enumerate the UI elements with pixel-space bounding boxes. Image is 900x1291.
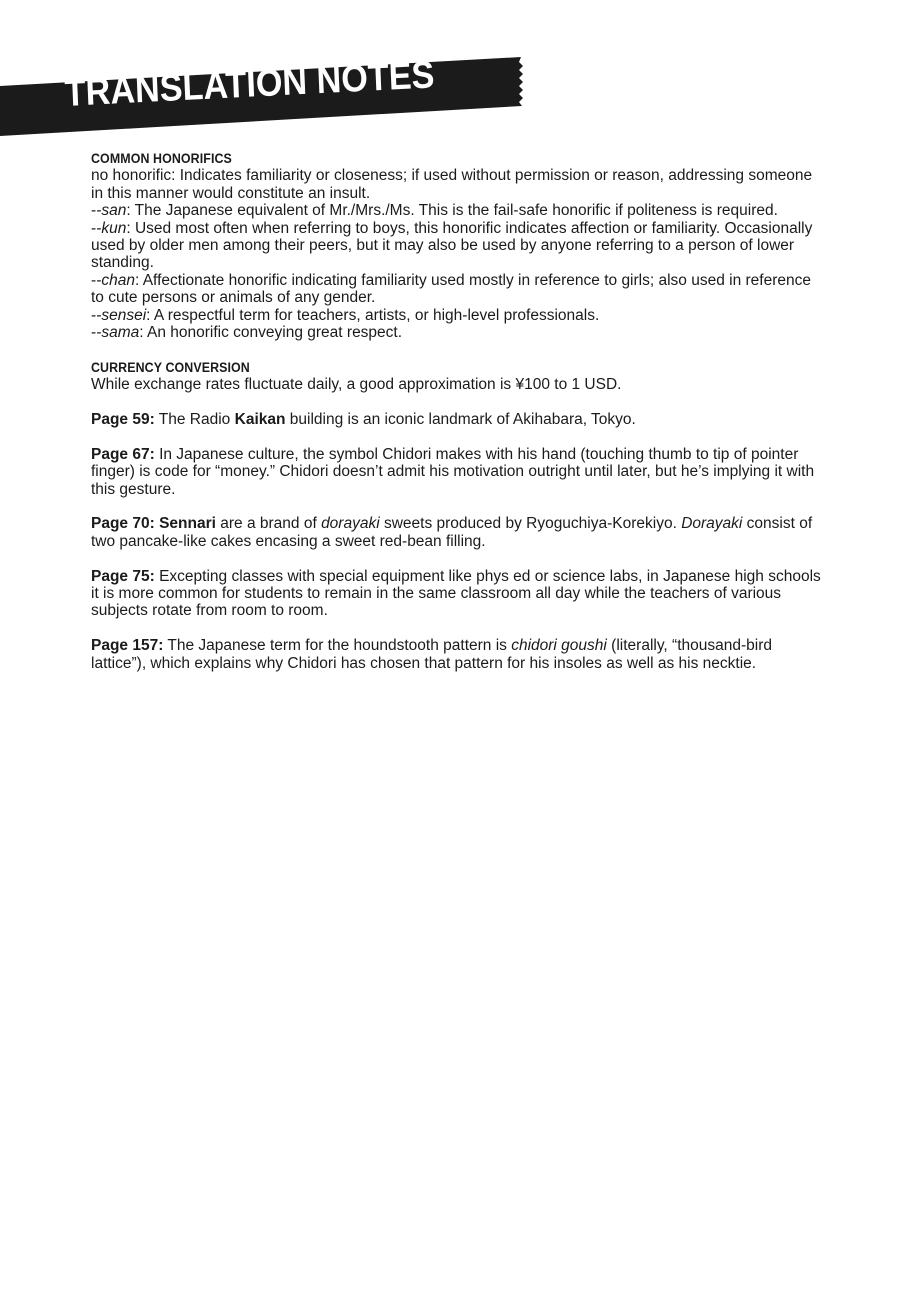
note-page-label: Page 70:: [91, 515, 155, 533]
note-text: are a brand of: [215, 515, 322, 533]
note-text: In Japanese culture, the symbol Chidori makes with his hand (touching thumb to tip of pointer finger) is code for “money.” Chidori doesn’t admit his motivation outright until later, but he’s implying it with this gesture.: [91, 445, 815, 498]
note-page-59: [91, 411, 826, 428]
note-page-75: [91, 568, 826, 620]
note-page-157: [91, 637, 826, 672]
note-text: Excepting classes with special equipment like phys ed or science labs, in Japanese high schools it is more common for students to remain in the same classroom all day while the teachers of various subjects rotate from room to room.: [91, 567, 821, 620]
honorific-term: -chan: [96, 271, 135, 289]
section-spacer: [91, 428, 826, 445]
note-emphasis: Kaikan: [234, 411, 286, 429]
section-heading-honorifics: COMMON HONORIFICS: [91, 151, 232, 166]
note-text: building is an iconic landmark of Akihabara, Tokyo.: [285, 411, 636, 429]
section-heading-currency: CURRENCY CONVERSION: [91, 359, 250, 375]
note-text: sweets produced by Ryoguchiya-Korekiyo.: [379, 515, 682, 533]
honorific-description: : Indicates familiarity or closeness; if used without permission or reason, addressing someone in this manner would constitute an insult.: [91, 167, 813, 202]
section-spacer: [91, 620, 826, 637]
note-italic: chidori goushi: [511, 637, 607, 655]
honorific-description: : The Japanese equivalent of Mr./Mrs./Ms. This is the fail-safe honorific if politeness is required.: [126, 202, 778, 220]
note-text: consist of two pancake-like cakes encasing a sweet red-bean filling.: [91, 515, 813, 550]
currency-section: [91, 359, 826, 394]
honorific-term: -san: [96, 202, 127, 220]
note-page-label: Page 75:: [91, 567, 155, 585]
honorific-description: : An honorific conveying great respect.: [139, 324, 403, 342]
honorific-entry: --san: The Japanese equivalent of Mr./Mrs./Ms. This is the fail-safe honorific if politeness is required.: [91, 202, 778, 220]
currency-text: While exchange rates fluctuate daily, a good approximation is ¥100 to 1 USD.: [91, 376, 622, 394]
title-banner: [0, 0, 540, 150]
honorific-description: : Used most often when referring to boys, this honorific indicates affection or familiarity. Occasionally used by older men among their peers, but it may also be used by anyone referring to a person of lower standing.: [91, 219, 813, 272]
page-title: TRANSLATION NOTES: [63, 54, 436, 115]
honorific-entry: [91, 167, 826, 202]
honorific-term: -sensei: [96, 306, 147, 324]
section-spacer: [91, 498, 826, 515]
honorific-description: : Affectionate honorific indicating familiarity used mostly in reference to girls; also used in reference to cute persons or animals of any gender.: [91, 271, 811, 307]
note-text: (literally, “thousand-bird lattice”), which explains why Chidori has chosen that pattern for his insoles as well as his necktie.: [91, 637, 772, 672]
note-text: The Japanese term for the houndstooth pattern is: [163, 637, 512, 655]
note-text: The Radio: [154, 411, 235, 429]
note-page-label: Page 67:: [91, 445, 155, 463]
honorific-term: -sama: [96, 324, 140, 342]
note-italic: Dorayaki: [681, 515, 743, 533]
honorific-entry: --chan: Affectionate honorific indicating familiarity used mostly in reference to girls; also used in reference to cute persons or animals of any gender.: [91, 271, 811, 307]
honorific-entry: --kun: Used most often when referring to boys, this honorific indicates affection or familiarity. Occasionally used by older men among their peers, but it may also be used by anyone referring to a person of lower standing.: [91, 219, 813, 272]
honorific-entry: --sama: An honorific conveying great respect.: [91, 324, 403, 342]
honorific-description: : A respectful term for teachers, artists, or high-level professionals.: [146, 306, 600, 324]
section-spacer: [91, 550, 826, 567]
note-page-label: Page 157:: [91, 637, 164, 655]
honorific-term: no honorific: [91, 167, 172, 185]
section-spacer: [91, 394, 826, 411]
honorifics-section: [91, 150, 826, 341]
honorific-term: -kun: [96, 219, 127, 237]
note-page-label: Page 59:: [91, 411, 155, 429]
note-page-70: [91, 515, 826, 550]
notes-content: [91, 150, 826, 672]
honorific-entry: --sensei: A respectful term for teachers, artists, or high-level professionals.: [91, 306, 600, 324]
note-emphasis: Sennari: [154, 515, 216, 533]
note-italic: dorayaki: [321, 515, 380, 533]
section-spacer: [91, 341, 826, 358]
note-page-67: [91, 446, 826, 498]
